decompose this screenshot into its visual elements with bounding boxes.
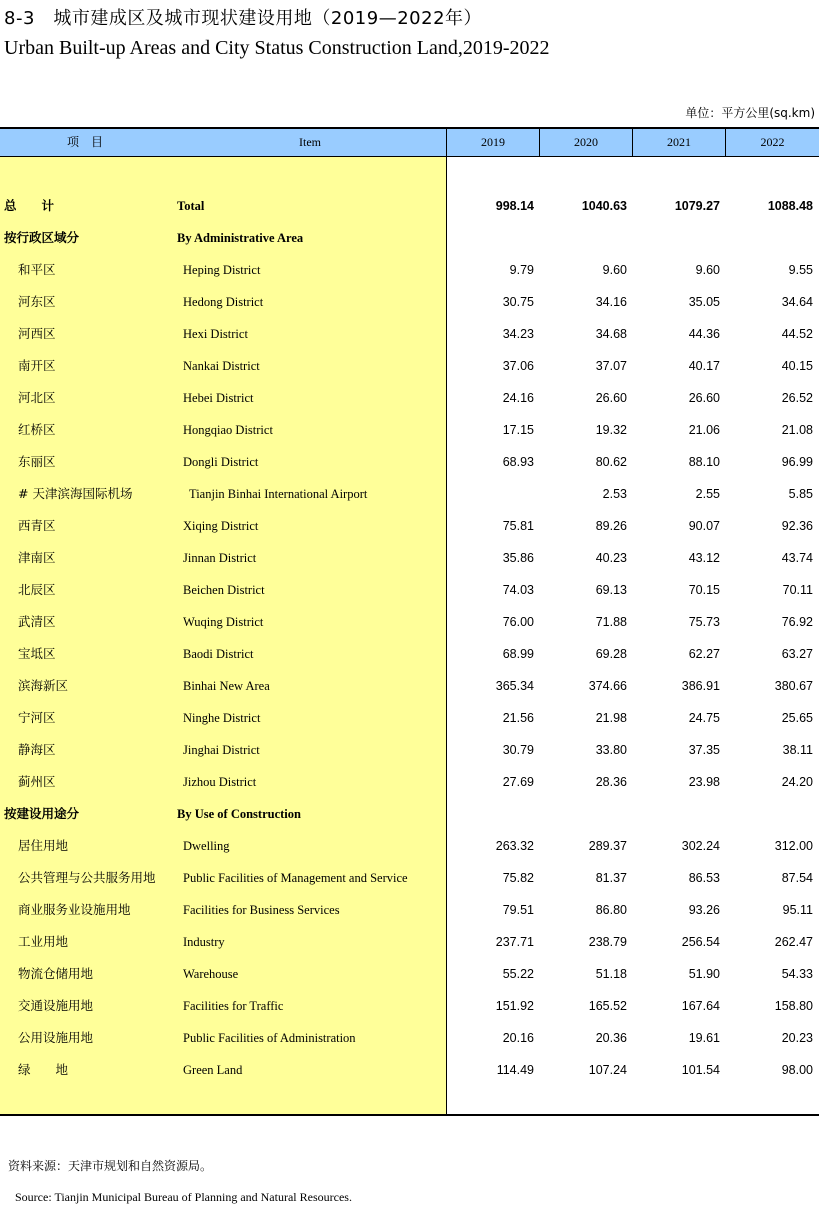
table-row <box>0 990 819 1022</box>
row-label-cn: # 天津滨海国际机场 <box>18 486 133 501</box>
value-2020: 71.88 <box>595 615 627 629</box>
value-2021: 37.35 <box>688 743 720 757</box>
value-2019: 75.81 <box>502 519 534 533</box>
value-2020: 86.80 <box>595 903 627 917</box>
value-2021: 90.07 <box>688 519 720 533</box>
table-row <box>0 798 819 830</box>
value-2021: 302.24 <box>681 839 720 853</box>
header-year-2020: 2020 <box>539 129 632 156</box>
row-label-en: Hebei District <box>183 391 254 405</box>
header-item-cn: 项 目 <box>66 135 103 149</box>
table-title-en: Urban Built-up Areas and City Status Construction Land,2019-2022 <box>4 37 550 59</box>
value-2019: 114.49 <box>496 1063 534 1077</box>
value-2022: 380.67 <box>774 679 813 693</box>
value-2021: 86.53 <box>688 871 720 885</box>
value-2019: 30.79 <box>502 743 534 757</box>
value-2019: 68.93 <box>502 455 534 469</box>
value-2021: 35.05 <box>688 295 720 309</box>
value-2021: 70.15 <box>688 583 720 597</box>
value-2020: 21.98 <box>595 711 627 725</box>
value-2020: 165.52 <box>588 999 627 1013</box>
row-label-cn: 交通设施用地 <box>18 998 94 1013</box>
value-2021: 9.60 <box>695 263 720 277</box>
value-2019: 20.16 <box>502 1031 534 1045</box>
value-2021: 167.64 <box>681 999 720 1013</box>
value-2022: 262.47 <box>774 935 813 949</box>
value-2019: 263.32 <box>495 839 534 853</box>
row-label-en: Jinghai District <box>183 743 260 757</box>
value-2021: 40.17 <box>688 359 720 373</box>
value-2019: 237.71 <box>495 935 534 949</box>
value-2020: 238.79 <box>588 935 627 949</box>
value-2022: 38.11 <box>782 743 813 757</box>
value-2022: 1088.48 <box>767 199 813 213</box>
value-2020: 107.24 <box>588 1063 627 1077</box>
row-label-cn: 武清区 <box>18 614 56 629</box>
row-label-en: By Administrative Area <box>177 231 304 245</box>
header-item-en: Item <box>299 135 321 149</box>
value-2019: 75.82 <box>502 871 534 885</box>
table-row <box>0 766 819 798</box>
value-2020: 9.60 <box>602 263 627 277</box>
value-2020: 51.18 <box>595 967 627 981</box>
value-2022: 24.20 <box>781 775 813 789</box>
table-row <box>0 702 819 734</box>
table-row <box>0 254 819 286</box>
row-label-en: Jinnan District <box>183 551 257 565</box>
table-row <box>0 862 819 894</box>
row-label-cn: 西青区 <box>18 518 56 533</box>
row-label-en: Beichen District <box>183 583 265 597</box>
value-2021: 24.75 <box>688 711 720 725</box>
row-label-cn: 宝坻区 <box>18 646 56 661</box>
table-row <box>0 606 819 638</box>
row-label-cn: 北辰区 <box>18 582 56 597</box>
row-label-cn: 津南区 <box>18 550 56 565</box>
table-row <box>0 638 819 670</box>
table-row <box>0 414 819 446</box>
row-label-en: Hedong District <box>183 295 264 309</box>
value-2021: 44.36 <box>688 327 720 341</box>
row-label-cn: 居住用地 <box>18 838 69 853</box>
value-2022: 40.15 <box>781 359 813 373</box>
value-2019: 74.03 <box>502 583 534 597</box>
value-2021: 51.90 <box>688 967 720 981</box>
value-2019: 35.86 <box>502 551 534 565</box>
table-row <box>0 958 819 990</box>
value-2019: 68.99 <box>502 647 534 661</box>
value-2019: 998.14 <box>495 199 534 213</box>
value-2021: 62.27 <box>688 647 720 661</box>
value-2021: 21.06 <box>688 423 720 437</box>
row-label-en: Tianjin Binhai International Airport <box>189 487 368 501</box>
table-row <box>0 510 819 542</box>
table-title-cn: 8-3 城市建成区及城市现状建设用地（2019—2022年） <box>4 8 483 29</box>
value-2020: 34.16 <box>595 295 627 309</box>
row-label-cn: 绿 地 <box>18 1062 69 1077</box>
value-2021: 1079.27 <box>674 199 720 213</box>
row-label-en: Xiqing District <box>183 519 259 533</box>
row-label-cn: 河西区 <box>18 326 56 341</box>
value-2020: 33.80 <box>595 743 627 757</box>
value-2022: 312.00 <box>774 839 813 853</box>
value-2020: 1040.63 <box>581 199 627 213</box>
value-2020: 89.26 <box>595 519 627 533</box>
row-label-cn: 南开区 <box>18 358 56 373</box>
value-2022: 70.11 <box>782 583 813 597</box>
value-2021: 101.54 <box>681 1063 720 1077</box>
row-label-cn: 宁河区 <box>18 710 56 725</box>
row-label-en: Facilities for Business Services <box>183 903 340 917</box>
row-label-cn: 按行政区域分 <box>4 230 80 245</box>
row-label-en: By Use of Construction <box>177 807 301 821</box>
value-2020: 81.37 <box>595 871 627 885</box>
row-label-en: Baodi District <box>183 647 254 661</box>
value-2022: 76.92 <box>781 615 813 629</box>
table-row <box>0 830 819 862</box>
table-bottom-rule <box>0 1114 819 1116</box>
value-2021: 93.26 <box>688 903 720 917</box>
value-2022: 26.52 <box>781 391 813 405</box>
row-label-cn: 和平区 <box>18 262 56 277</box>
value-2022: 5.85 <box>788 487 813 501</box>
table-row <box>0 286 819 318</box>
value-2022: 9.55 <box>788 263 813 277</box>
table-row <box>0 1022 819 1054</box>
value-2020: 28.36 <box>595 775 627 789</box>
source-note-cn: 资料来源：天津市规划和自然资源局。 <box>8 1159 213 1173</box>
row-label-cn: 河东区 <box>18 294 56 309</box>
row-label-en: Dwelling <box>183 839 230 853</box>
table-row <box>0 1054 819 1086</box>
table-row <box>0 318 819 350</box>
row-label-cn: 滨海新区 <box>18 678 69 693</box>
row-label-cn: 河北区 <box>18 390 56 405</box>
header-year-2021: 2021 <box>632 129 725 156</box>
value-2019: 30.75 <box>502 295 534 309</box>
value-2020: 19.32 <box>595 423 627 437</box>
row-label-cn: 按建设用途分 <box>4 806 80 821</box>
table-row <box>0 734 819 766</box>
row-label-en: Heping District <box>183 263 261 277</box>
header-year-2019: 2019 <box>446 129 539 156</box>
value-2022: 54.33 <box>781 967 813 981</box>
value-2022: 92.36 <box>781 519 813 533</box>
value-2019: 55.22 <box>502 967 534 981</box>
row-label-en: Public Facilities of Management and Service <box>183 871 408 885</box>
row-label-en: Industry <box>183 935 225 949</box>
row-label-cn: 东丽区 <box>18 454 56 469</box>
row-label-en: Total <box>177 199 205 213</box>
value-2021: 386.91 <box>681 679 720 693</box>
table-header <box>0 129 819 157</box>
row-label-en: Public Facilities of Administration <box>183 1031 356 1045</box>
table-row <box>0 190 819 222</box>
header-year-2022: 2022 <box>725 129 819 156</box>
value-2020: 374.66 <box>588 679 627 693</box>
table-row <box>0 670 819 702</box>
table-row <box>0 222 819 254</box>
row-label-cn: 总 计 <box>4 198 55 213</box>
row-label-cn: 静海区 <box>18 742 56 757</box>
row-label-en: Jizhou District <box>183 775 257 789</box>
row-label-cn: 工业用地 <box>18 934 69 949</box>
value-2022: 158.80 <box>774 999 813 1013</box>
value-2021: 2.55 <box>695 487 720 501</box>
value-2020: 2.53 <box>602 487 627 501</box>
row-label-en: Binhai New Area <box>183 679 270 693</box>
value-2021: 23.98 <box>688 775 720 789</box>
table-row <box>0 894 819 926</box>
value-2020: 34.68 <box>595 327 627 341</box>
table-row <box>0 574 819 606</box>
value-2019: 34.23 <box>502 327 534 341</box>
row-label-cn: 商业服务业设施用地 <box>18 902 131 917</box>
row-label-en: Warehouse <box>183 967 239 981</box>
value-2019: 76.00 <box>502 615 534 629</box>
table-row <box>0 542 819 574</box>
value-2019: 21.56 <box>502 711 534 725</box>
value-2020: 40.23 <box>595 551 627 565</box>
value-2019: 27.69 <box>502 775 534 789</box>
value-2019: 37.06 <box>502 359 534 373</box>
value-2020: 289.37 <box>588 839 627 853</box>
row-label-cn: 公共管理与公共服务用地 <box>18 870 156 885</box>
value-2022: 63.27 <box>781 647 813 661</box>
value-2021: 43.12 <box>688 551 720 565</box>
value-2022: 98.00 <box>781 1063 813 1077</box>
value-2022: 34.64 <box>781 295 813 309</box>
value-2022: 87.54 <box>781 871 813 885</box>
row-label-cn: 物流仓储用地 <box>18 966 94 981</box>
value-2020: 20.36 <box>595 1031 627 1045</box>
value-2021: 26.60 <box>688 391 720 405</box>
row-label-cn: 蓟州区 <box>18 774 56 789</box>
value-2022: 44.52 <box>781 327 813 341</box>
value-2020: 26.60 <box>595 391 627 405</box>
value-2022: 20.23 <box>781 1031 813 1045</box>
source-note-en: Source: Tianjin Municipal Bureau of Planning and Natural Resources. <box>15 1190 352 1204</box>
table-row <box>0 350 819 382</box>
value-2019: 79.51 <box>502 903 534 917</box>
value-2021: 88.10 <box>688 455 720 469</box>
value-2019: 365.34 <box>495 679 534 693</box>
row-label-en: Green Land <box>183 1063 243 1077</box>
table-row <box>0 382 819 414</box>
value-2019: 9.79 <box>509 263 534 277</box>
row-label-en: Hexi District <box>183 327 248 341</box>
value-2022: 95.11 <box>782 903 813 917</box>
value-2020: 80.62 <box>595 455 627 469</box>
value-2021: 19.61 <box>688 1031 720 1045</box>
row-label-en: Nankai District <box>183 359 260 373</box>
table-row <box>0 478 819 510</box>
row-label-en: Dongli District <box>183 455 259 469</box>
value-2022: 96.99 <box>781 455 813 469</box>
unit-label: 单位：平方公里(sq.km) <box>685 106 815 120</box>
value-2019: 17.15 <box>502 423 534 437</box>
value-2021: 75.73 <box>688 615 720 629</box>
row-label-en: Facilities for Traffic <box>183 999 284 1013</box>
row-label-en: Ninghe District <box>183 711 261 725</box>
value-2021: 256.54 <box>681 935 720 949</box>
value-2019: 24.16 <box>502 391 534 405</box>
row-label-cn: 公用设施用地 <box>18 1030 94 1045</box>
value-2022: 25.65 <box>781 711 813 725</box>
value-2020: 37.07 <box>595 359 627 373</box>
value-2022: 21.08 <box>781 423 813 437</box>
row-label-cn: 红桥区 <box>18 422 56 437</box>
value-2019: 151.92 <box>495 999 534 1013</box>
value-2020: 69.28 <box>595 647 627 661</box>
row-label-en: Hongqiao District <box>183 423 273 437</box>
row-label-en: Wuqing District <box>183 615 264 629</box>
table-row <box>0 446 819 478</box>
value-2020: 69.13 <box>595 583 627 597</box>
value-2022: 43.74 <box>781 551 813 565</box>
table-row <box>0 926 819 958</box>
